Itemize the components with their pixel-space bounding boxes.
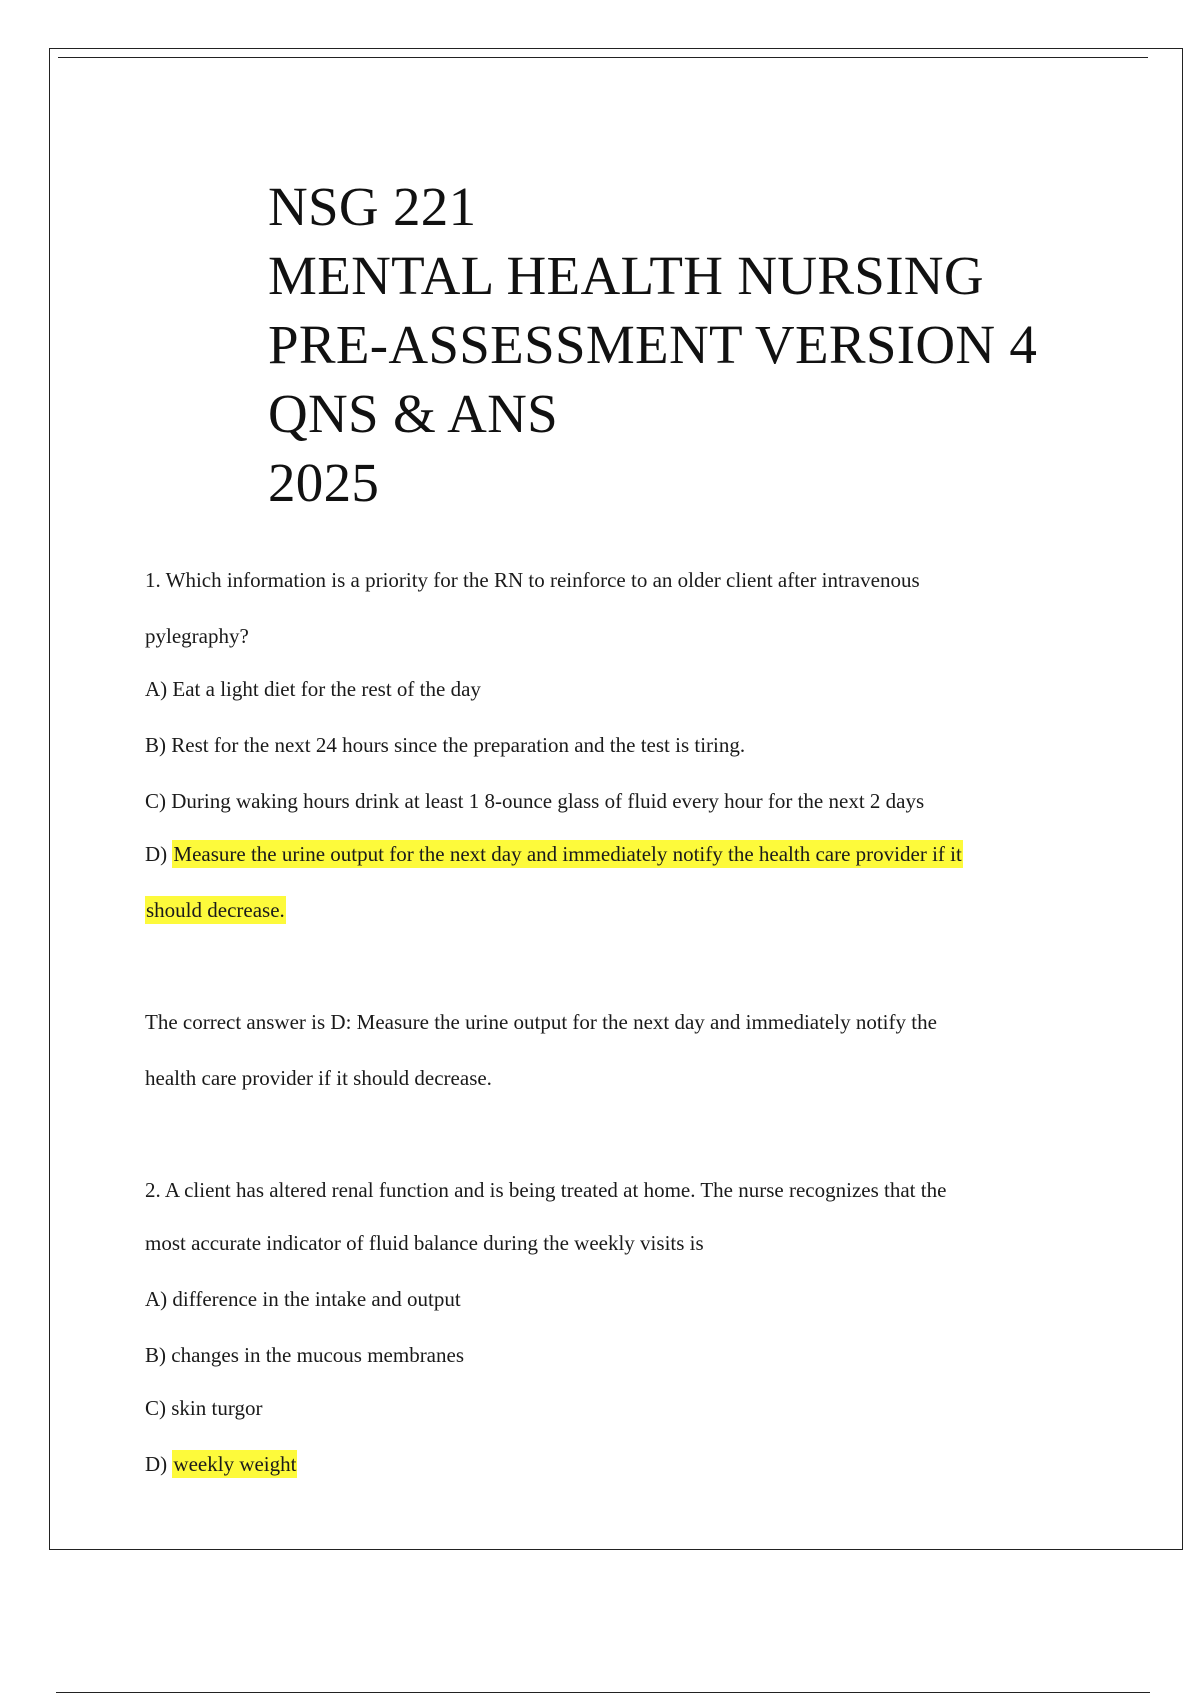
title-subject: MENTAL HEALTH NURSING [268,245,984,306]
title-assessment: PRE-ASSESSMENT VERSION 4 [268,314,1038,375]
title-qns-ans: QNS & ANS [268,383,558,444]
option-d [145,1446,1105,1502]
option-d-continued [145,892,1105,948]
bottom-rule [56,1692,1150,1693]
highlighted-answer: weekly weight [173,1452,297,1476]
question-block-1 [145,562,1105,1116]
option-b: B) Rest for the next 24 hours since the preparation and the test is tiring. [145,733,746,757]
option-a: A) Eat a light diet for the rest of the day [145,677,481,701]
spacer [145,948,1105,1004]
answer-explanation: The correct answer is D: Measure the urine output for the next day and immediately notify the [145,1010,937,1034]
title-year: 2025 [268,452,380,513]
question-text: pylegraphy? [145,624,249,648]
document-body [145,562,1105,1502]
spacer [145,1116,1105,1172]
title-course-code: NSG 221 [268,176,477,237]
option-b: B) changes in the mucous membranes [145,1343,464,1367]
top-rule [58,57,1148,58]
answer-explanation: health care provider if it should decrease. [145,1066,492,1090]
option-a: A) difference in the intake and output [145,1287,461,1311]
option-d [145,836,1105,892]
question-text: most accurate indicator of fluid balance during the weekly visits is [145,1231,704,1255]
option-c: C) During waking hours drink at least 1 8-ounce glass of fluid every hour for the next 2 days [145,789,925,813]
question-text: 1. Which information is a priority for the RN to reinforce to an older client after intravenous [145,568,920,592]
highlighted-answer: Measure the urine output for the next day and immediately notify the health care provider if it [173,842,962,866]
option-d-label: D) [145,1452,173,1476]
option-c: C) skin turgor [145,1396,263,1420]
question-block-2 [145,1172,1105,1502]
document-title [268,172,1037,517]
highlighted-answer: should decrease. [146,898,285,922]
question-text: 2. A client has altered renal function and is being treated at home. The nurse recognizes that the [145,1178,947,1202]
option-d-label: D) [145,842,173,866]
